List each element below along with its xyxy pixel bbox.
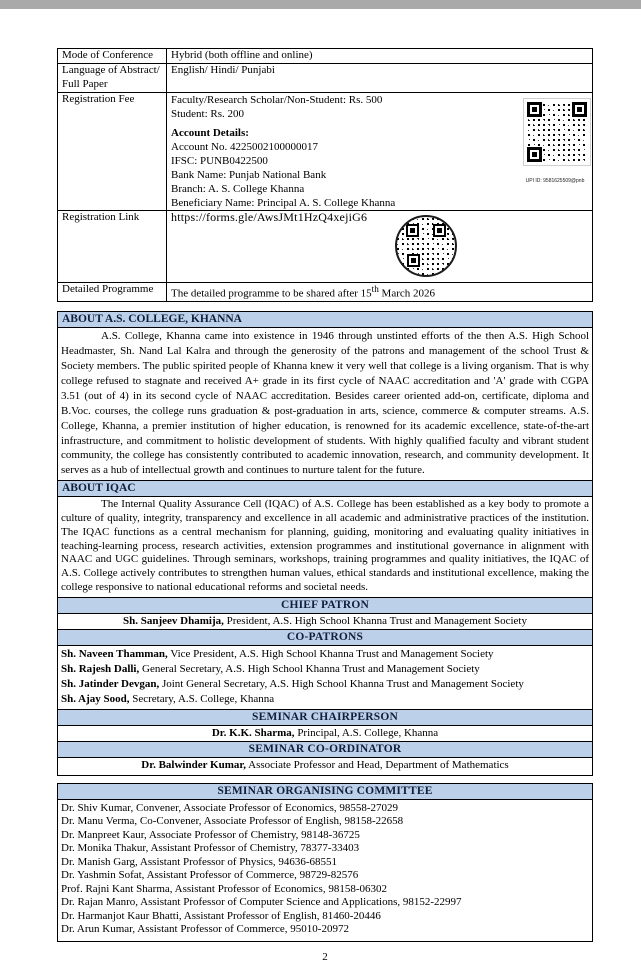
bank-name-line: Bank Name: Punjab National Bank [171, 168, 327, 181]
about-college-paragraph: A.S. College, Khanna came into existence in 1946 through unstinted efforts of the then A.S. High School Headmaster, Sh. Nand Lal Kalra and through the generosity of the patrons and management of the school Trust & Society members. The public spirited people of Khanna knew it very well that college is a living organism. That is why college refused to stagnate and received A+ grade in its first cycle of NAAC accreditation and 'A' grade with CGPA 3.51 (out of 4) in its second cycle of NAAC accreditation. Besides career oriented add-on, certificate, diploma and B.Voc. courses, the college runs graduation & post-graduation in arts, science, commerce & computer streams. A.S. College, Khanna, a premier institution of higher education, is renowned for its academic excellence, state-of-the-art infrastructure, and commitment to holistic development of students. With highly qualified faculty and vibrant student community, the college has consistently contributed to academic innovation, research, and community development. It serves as a hub of intellectual growth and continues to nurture talent for the future. [61, 330, 589, 477]
person-name: Sh. Sanjeev Dhamija, [123, 614, 224, 627]
person-name: Sh. Naveen Thamman, [61, 647, 168, 660]
committee-block [57, 783, 593, 942]
person-name: Sh. Rajesh Dalli, [61, 662, 140, 675]
sections-block [57, 311, 593, 776]
co-patron-entry [61, 662, 589, 677]
committee-member: Dr. Harmanjot Kaur Bhatti, Assistant Professor of English, 81460-20446 [61, 909, 381, 922]
table-row [58, 211, 593, 283]
branch-line: Branch: A. S. College Khanna [171, 182, 305, 195]
ifsc-line: IFSC: PUNB0422500 [171, 154, 268, 167]
row-value-mode: Hybrid (both offline and online) [167, 49, 593, 64]
row-label-fee: Registration Fee [58, 93, 167, 211]
section-header-about-college: ABOUT A.S. COLLEGE, KHANNA [58, 312, 592, 328]
row-value-link [167, 211, 593, 283]
committee-members-list [58, 800, 592, 941]
person-name: Dr. K.K. Sharma, [211, 726, 295, 739]
committee-member: Dr. Manpreet Kaur, Associate Professor of Chemistry, 98148-36725 [61, 828, 360, 841]
qr-finder-icon [433, 224, 446, 237]
qr-finder-icon [406, 224, 419, 237]
committee-member: Dr. Rajan Manro, Assistant Professor of Computer Science and Applications, 98152-22997 [61, 896, 462, 909]
table-row [58, 93, 593, 211]
section-header-committee: SEMINAR ORGANISING COMMITTEE [58, 784, 592, 800]
about-iqac-paragraph: The Internal Quality Assurance Cell (IQAC) of A.S. College has been established as a key body to promote a culture of quality, integrity, transparency and excellence in all academic and administrative practices of the institution. The IQAC functions as a central mechanism for planning, guiding, monitoring and evaluating quality initiatives in teaching-learning process, research activities, extension programmes and institutional governance in alignment with NAAC and UGC guidelines. Through seminars, workshops, training programmes and quality initiatives, the IQAC of A.S. College actively contributes to strengthen human values, ethical standards and institutional excellence, making the college responsive to national educational reforms and societal needs. [61, 498, 589, 593]
person-role: Associate Professor and Head, Department of Mathematics [246, 758, 509, 771]
section-header-coordinator: SEMINAR CO-ORDINATOR [58, 741, 592, 758]
table-row [58, 49, 593, 64]
row-value-fee [167, 93, 593, 211]
person-name: Dr. Balwinder Kumar, [141, 758, 247, 771]
committee-member: Dr. Manu Verma, Co-Convener, Associate Professor of English, 98158-22658 [61, 815, 404, 828]
person-name: Sh. Jatinder Devgan, [61, 677, 160, 690]
person-role: Principal, A.S. College, Khanna [294, 726, 439, 739]
fee-line-student: Student: Rs. 200 [171, 107, 245, 120]
co-patrons-list [58, 646, 592, 709]
section-header-chief-patron: CHIEF PATRON [58, 597, 592, 614]
qr-finder-icon [527, 102, 542, 117]
row-label-link: Registration Link [58, 211, 167, 283]
qr-finder-icon [572, 102, 587, 117]
upi-payment-qr-code [524, 99, 590, 165]
co-patron-entry [61, 677, 589, 692]
committee-member: Dr. Shiv Kumar, Convener, Associate Professor of Economics, 98558-27029 [61, 801, 399, 814]
chairperson-entry [58, 726, 592, 741]
table-row [58, 64, 593, 93]
account-number-line: Account No. 4225002100000017 [171, 140, 318, 153]
coordinator-entry [58, 758, 592, 775]
committee-member: Prof. Rajni Kant Sharma, Assistant Professor of Economics, 98158-06302 [61, 882, 387, 895]
row-label-mode: Mode of Conference [58, 49, 167, 64]
committee-member: Dr. Manish Garg, Assistant Professor of Physics, 94636-68551 [61, 855, 338, 868]
qr-finder-icon [407, 254, 420, 267]
committee-member: Dr. Monika Thakur, Assistant Professor of Chemistry, 78377-33403 [61, 842, 360, 855]
section-header-about-iqac: ABOUT IQAC [58, 480, 592, 497]
window-top-margin [0, 0, 641, 9]
row-label-language: Language of Abstract/ Full Paper [58, 64, 167, 93]
person-role: Joint General Secretary, A.S. High School Khanna Trust and Management Society [159, 677, 524, 690]
committee-member: Dr. Arun Kumar, Assistant Professor of Commerce, 95010-20972 [61, 923, 349, 936]
beneficiary-line: Beneficiary Name: Principal A. S. College Khanna [171, 196, 396, 209]
co-patron-entry [61, 647, 589, 662]
row-value-programme [167, 283, 593, 302]
fee-line-faculty: Faculty/Research Scholar/Non-Student: Rs. 500 [171, 93, 383, 106]
programme-text: The detailed programme to be shared after 15 [171, 287, 372, 300]
table-row [58, 283, 593, 302]
qr-finder-icon [527, 147, 542, 162]
co-patron-entry [61, 692, 589, 707]
person-name: Sh. Ajay Sood, [61, 692, 130, 705]
conference-info-table [57, 48, 593, 302]
upi-id-caption: UPI ID: 9581625509@pnb [525, 177, 585, 184]
committee-member: Dr. Yashmin Sofat, Assistant Professor of Commerce, 98729-82576 [61, 869, 359, 882]
page-number: 2 [322, 950, 328, 963]
registration-link-url[interactable]: https://forms.gle/AwsJMt1HzQ4xejiG6 [171, 210, 368, 224]
registration-form-qr-code [395, 215, 457, 277]
section-header-co-patrons: CO-PATRONS [58, 629, 592, 646]
document-page [57, 48, 593, 963]
account-details-heading: Account Details: [171, 126, 249, 139]
person-role: President, A.S. High School Khanna Trust and Management Society [223, 614, 527, 627]
section-header-chairperson: SEMINAR CHAIRPERSON [58, 709, 592, 726]
row-value-language: English/ Hindi/ Punjabi [167, 64, 593, 93]
chief-patron-entry [58, 614, 592, 629]
row-label-programme: Detailed Programme [58, 283, 167, 302]
person-role: Secretary, A.S. College, Khanna [129, 692, 275, 705]
person-role: Vice President, A.S. High School Khanna Trust and Management Society [167, 647, 494, 660]
person-role: General Secretary, A.S. High School Khanna Trust and Management Society [139, 662, 480, 675]
programme-text-suffix: March 2026 [378, 287, 436, 300]
ordinal-superscript: th [371, 284, 379, 294]
